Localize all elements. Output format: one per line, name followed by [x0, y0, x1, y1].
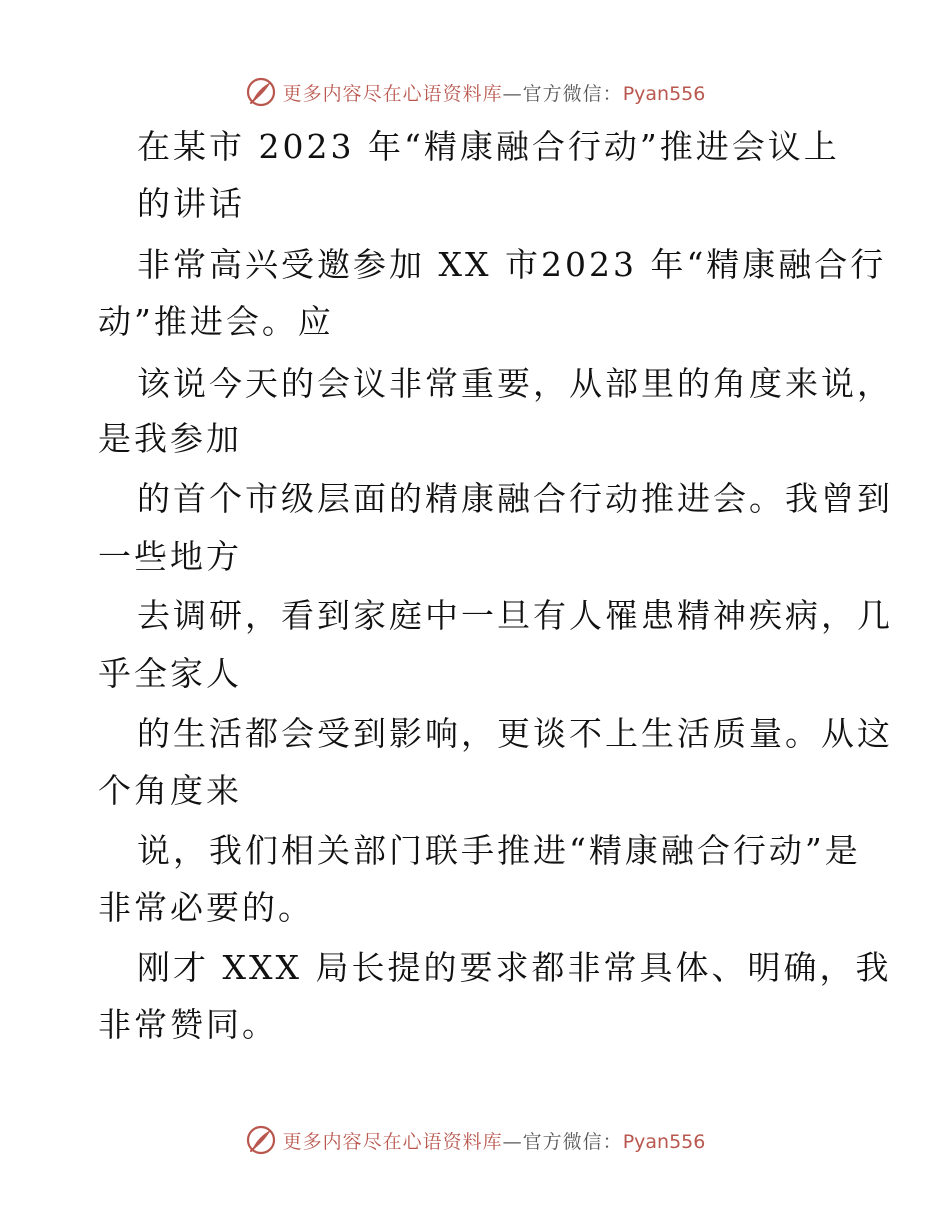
doc-line: 说，我们相关部门联手推进“精康融合行动”是 [137, 831, 861, 870]
doc-line: 非常赞同。 [98, 1005, 278, 1044]
doc-line: 一些地方 [98, 537, 242, 576]
watermark-official: 官方微信： [522, 1130, 623, 1153]
doc-line: 刚才 XXX 局长提的要求都非常具体、明确，我 [137, 948, 892, 987]
doc-line: 该说今天的会议非常重要，从部里的角度来说， [137, 364, 893, 403]
watermark-id: Pyan556 [622, 1130, 706, 1153]
quill-logo-icon [245, 76, 277, 108]
doc-line: 的首个市级层面的精康融合行动推进会。我曾到 [137, 479, 893, 518]
doc-line: 乎全家人 [98, 654, 242, 693]
watermark-dash: — [502, 82, 523, 105]
doc-line: 是我参加 [98, 419, 242, 458]
watermark-dash: — [502, 1130, 523, 1153]
doc-line: 去调研，看到家庭中一旦有人罹患精神疾病，几 [137, 596, 893, 635]
watermark-id: Pyan556 [622, 82, 706, 105]
watermark-text [283, 79, 706, 106]
doc-line: 个角度来 [98, 771, 242, 810]
doc-line: 的生活都会受到影响，更谈不上生活质量。从这 [137, 714, 893, 753]
doc-line: 非常高兴受邀参加 XX 市2023 年“精康融合行 [137, 245, 887, 284]
doc-line: 动”推进会。应 [98, 302, 334, 341]
watermark-main: 更多内容尽在心语资料库 [282, 1130, 503, 1153]
doc-line: 的讲话 [137, 184, 245, 223]
watermark-main: 更多内容尽在心语资料库 [282, 82, 503, 105]
doc-line: 非常必要的。 [98, 888, 314, 927]
footer-watermark [0, 1120, 950, 1160]
header-watermark [0, 72, 950, 112]
quill-logo-icon [245, 1124, 277, 1156]
watermark-text [283, 1127, 706, 1154]
watermark-official: 官方微信： [522, 82, 623, 105]
doc-line: 在某市 2023 年“精康融合行动”推进会议上 [137, 127, 840, 166]
